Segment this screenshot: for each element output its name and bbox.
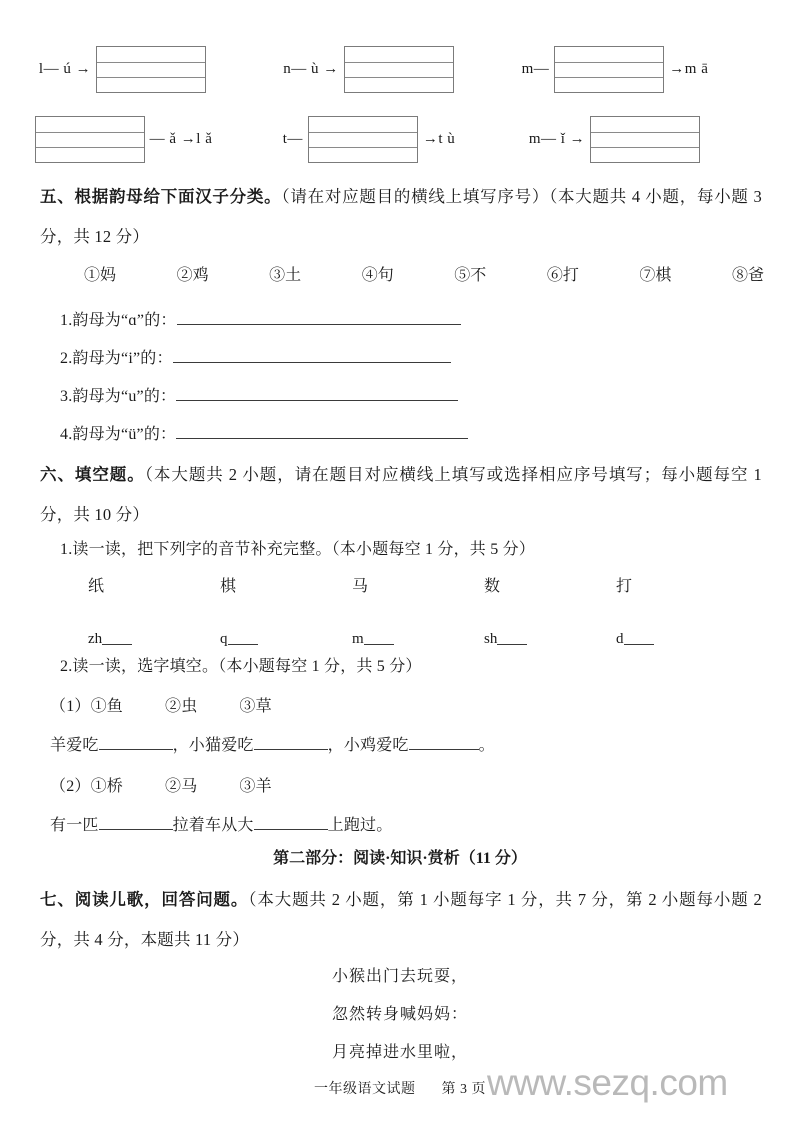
item-suffix: 的： (140, 350, 173, 367)
item-number: 3. (60, 388, 73, 405)
option-item[interactable]: ③羊 (239, 778, 272, 795)
item-number: 2. (60, 350, 73, 367)
poem-line: 小猴出门去玩耍， (331, 968, 468, 985)
option-item[interactable]: ⑥打 (546, 267, 579, 284)
pinyin-item (246, 46, 492, 93)
section-five-title: 五、根据韵母给下面汉子分类。 (40, 187, 282, 206)
answer-blank[interactable] (99, 813, 173, 830)
syllable-blank[interactable] (624, 629, 654, 645)
syllable-initial: m (352, 631, 364, 647)
choice-sentence-1 (50, 727, 495, 765)
pinyin-lead: m— ǐ → (528, 130, 586, 147)
poem-block (0, 958, 800, 1072)
pinyin-lead: l— ú → (38, 60, 92, 77)
syllable-char: 打 (616, 578, 633, 595)
syllable-blank[interactable] (102, 629, 132, 645)
option-item[interactable]: ⑦棋 (639, 267, 672, 284)
option-item[interactable]: ⑤不 (454, 267, 487, 284)
pinyin-item (0, 46, 246, 93)
pinyin-row-2 (0, 104, 800, 174)
section-six-note: （本大题共 2 小题，请在题目对应横线上填写或选择相应序号填写；每小题每空 1 分，共 10 分） (40, 465, 762, 524)
pinyin-tail: →m ā (669, 60, 709, 77)
answer-blank[interactable] (254, 813, 328, 830)
answer-blank[interactable] (176, 384, 458, 401)
pinyin-tail: →t ù (422, 130, 456, 147)
item-vowel: ɑ (128, 312, 137, 329)
syllable-char: 数 (484, 578, 501, 595)
option-item[interactable]: ①鱼 (90, 698, 124, 715)
page-footer (0, 1078, 800, 1098)
group-label: （2） (50, 778, 91, 795)
answer-blank[interactable] (173, 346, 451, 363)
section-seven-title: 七、阅读儿歌，回答问题。 (40, 890, 249, 909)
answer-blank[interactable] (177, 308, 461, 325)
syllable-initial: q (220, 631, 228, 647)
sentence-part: ，小鸡爱吃 (327, 737, 409, 754)
item-vowel: i (128, 350, 133, 367)
sentence-part: 上跑过。 (327, 817, 393, 834)
choice-sentence-2 (50, 807, 392, 845)
syllable-char: 纸 (88, 578, 105, 595)
tianzige-box[interactable] (96, 46, 206, 93)
item-suffix: 的： (144, 312, 177, 329)
option-item[interactable]: ③土 (269, 267, 302, 284)
item-suffix: 的： (143, 426, 177, 443)
footer-title: 一年级语文试题 (314, 1082, 416, 1097)
option-item[interactable]: ①妈 (84, 267, 117, 284)
pinyin-item (0, 116, 246, 163)
footer-page-prefix: 第 (441, 1082, 456, 1097)
syllable-initial: d (616, 631, 624, 647)
classify-item-1: 1.韵母为“ɑ”的： (60, 302, 461, 340)
section-five-options (84, 262, 764, 285)
answer-blank[interactable] (176, 422, 468, 439)
pinyin-lead: n— ù → (283, 60, 339, 77)
section-six-sub1-title: 1.读一读，把下列字的音节补充完整。（本小题每空 1 分，共 5 分） (60, 541, 536, 558)
classify-item-2: 2.韵母为“i”的： (60, 340, 451, 378)
option-item[interactable]: ②马 (165, 778, 198, 795)
option-item[interactable]: ②虫 (165, 698, 198, 715)
option-item[interactable]: ①桥 (90, 778, 124, 795)
section-five-heading (40, 177, 762, 257)
choice-group-2 (50, 768, 272, 806)
footer-page-number: 3 (460, 1082, 468, 1097)
item-prefix: 韵母为 (72, 426, 122, 443)
pinyin-tail: — ǎ →l ǎ (149, 130, 213, 147)
section-six-heading (40, 455, 762, 535)
pinyin-item (492, 46, 738, 93)
sentence-part: 。 (478, 737, 495, 754)
item-suffix: 的： (143, 388, 177, 405)
pinyin-row-1 (0, 34, 800, 104)
option-item[interactable]: ③草 (239, 698, 272, 715)
poem-line: 忽然转身喊妈妈： (331, 1006, 468, 1023)
choice-group-1 (50, 688, 272, 726)
syllable-initial: zh (88, 631, 103, 647)
answer-blank[interactable] (99, 733, 173, 750)
item-vowel: u (128, 388, 137, 405)
sentence-part: 拉着车从大 (172, 817, 254, 834)
syllable-char: 马 (352, 578, 369, 595)
syllable-initial-cell (484, 622, 616, 656)
item-prefix: 韵母为 (72, 350, 122, 367)
item-prefix: 韵母为 (72, 388, 122, 405)
sentence-part: 羊爱吃 (50, 737, 99, 754)
syllable-blank[interactable] (228, 629, 258, 645)
footer-page-suffix: 页 (471, 1082, 486, 1097)
item-number: 4. (60, 426, 73, 443)
tianzige-box[interactable] (590, 116, 700, 163)
poem-line: 月亮掉进水里啦， (331, 1044, 468, 1061)
syllable-grid (88, 570, 748, 656)
section-six-sub2-title: 2.读一读，选字填空。（本小题每空 1 分，共 5 分） (60, 658, 422, 675)
syllable-char-row (88, 570, 748, 604)
option-item[interactable]: ④句 (361, 267, 394, 284)
syllable-blank[interactable] (364, 629, 394, 645)
tianzige-box[interactable] (308, 116, 418, 163)
section-five-note: （请在对应题目的横线上填写序号）（本大题共 4 小题，每小题 3 分，共 12 分） (40, 187, 762, 246)
section-seven-note: （本大题共 2 小题，第 1 小题每字 1 分，共 7 分，第 2 小题每小题 2 分，共 4 分，本题共 11 分） (40, 890, 763, 949)
item-vowel: ü (128, 426, 137, 443)
item-number: 1. (60, 312, 73, 329)
tianzige-box[interactable] (35, 116, 145, 163)
part-two-title: 第二部分：阅读·知识·赏析（11 分） (273, 850, 527, 867)
pinyin-exercise (0, 34, 800, 174)
pinyin-lead: m— (521, 60, 550, 77)
answer-blank[interactable] (254, 733, 328, 750)
tianzige-box[interactable] (344, 46, 454, 93)
syllable-initial-cell (616, 622, 748, 656)
section-seven-heading (40, 880, 762, 960)
section-six-title: 六、填空题。 (40, 465, 145, 484)
sentence-part: ，小猫爱吃 (172, 737, 254, 754)
syllable-initial: sh (484, 631, 498, 647)
pinyin-lead: t— (282, 130, 303, 147)
group-label: （1） (50, 698, 91, 715)
classify-item-4: 4.韵母为“ü”的： (60, 416, 468, 454)
sentence-part: 有一匹 (50, 817, 99, 834)
item-prefix: 韵母为 (72, 312, 122, 329)
pinyin-item (492, 116, 738, 163)
classify-item-3: 3.韵母为“u”的： (60, 378, 458, 416)
option-item[interactable]: ⑧爸 (731, 267, 764, 284)
option-item[interactable]: ②鸡 (176, 267, 209, 284)
site-watermark: www.sezq.com (487, 1062, 728, 1103)
syllable-blank[interactable] (497, 629, 527, 645)
answer-blank[interactable] (409, 733, 479, 750)
pinyin-item (246, 116, 492, 163)
syllable-char: 棋 (220, 578, 237, 595)
tianzige-box[interactable] (554, 46, 664, 93)
